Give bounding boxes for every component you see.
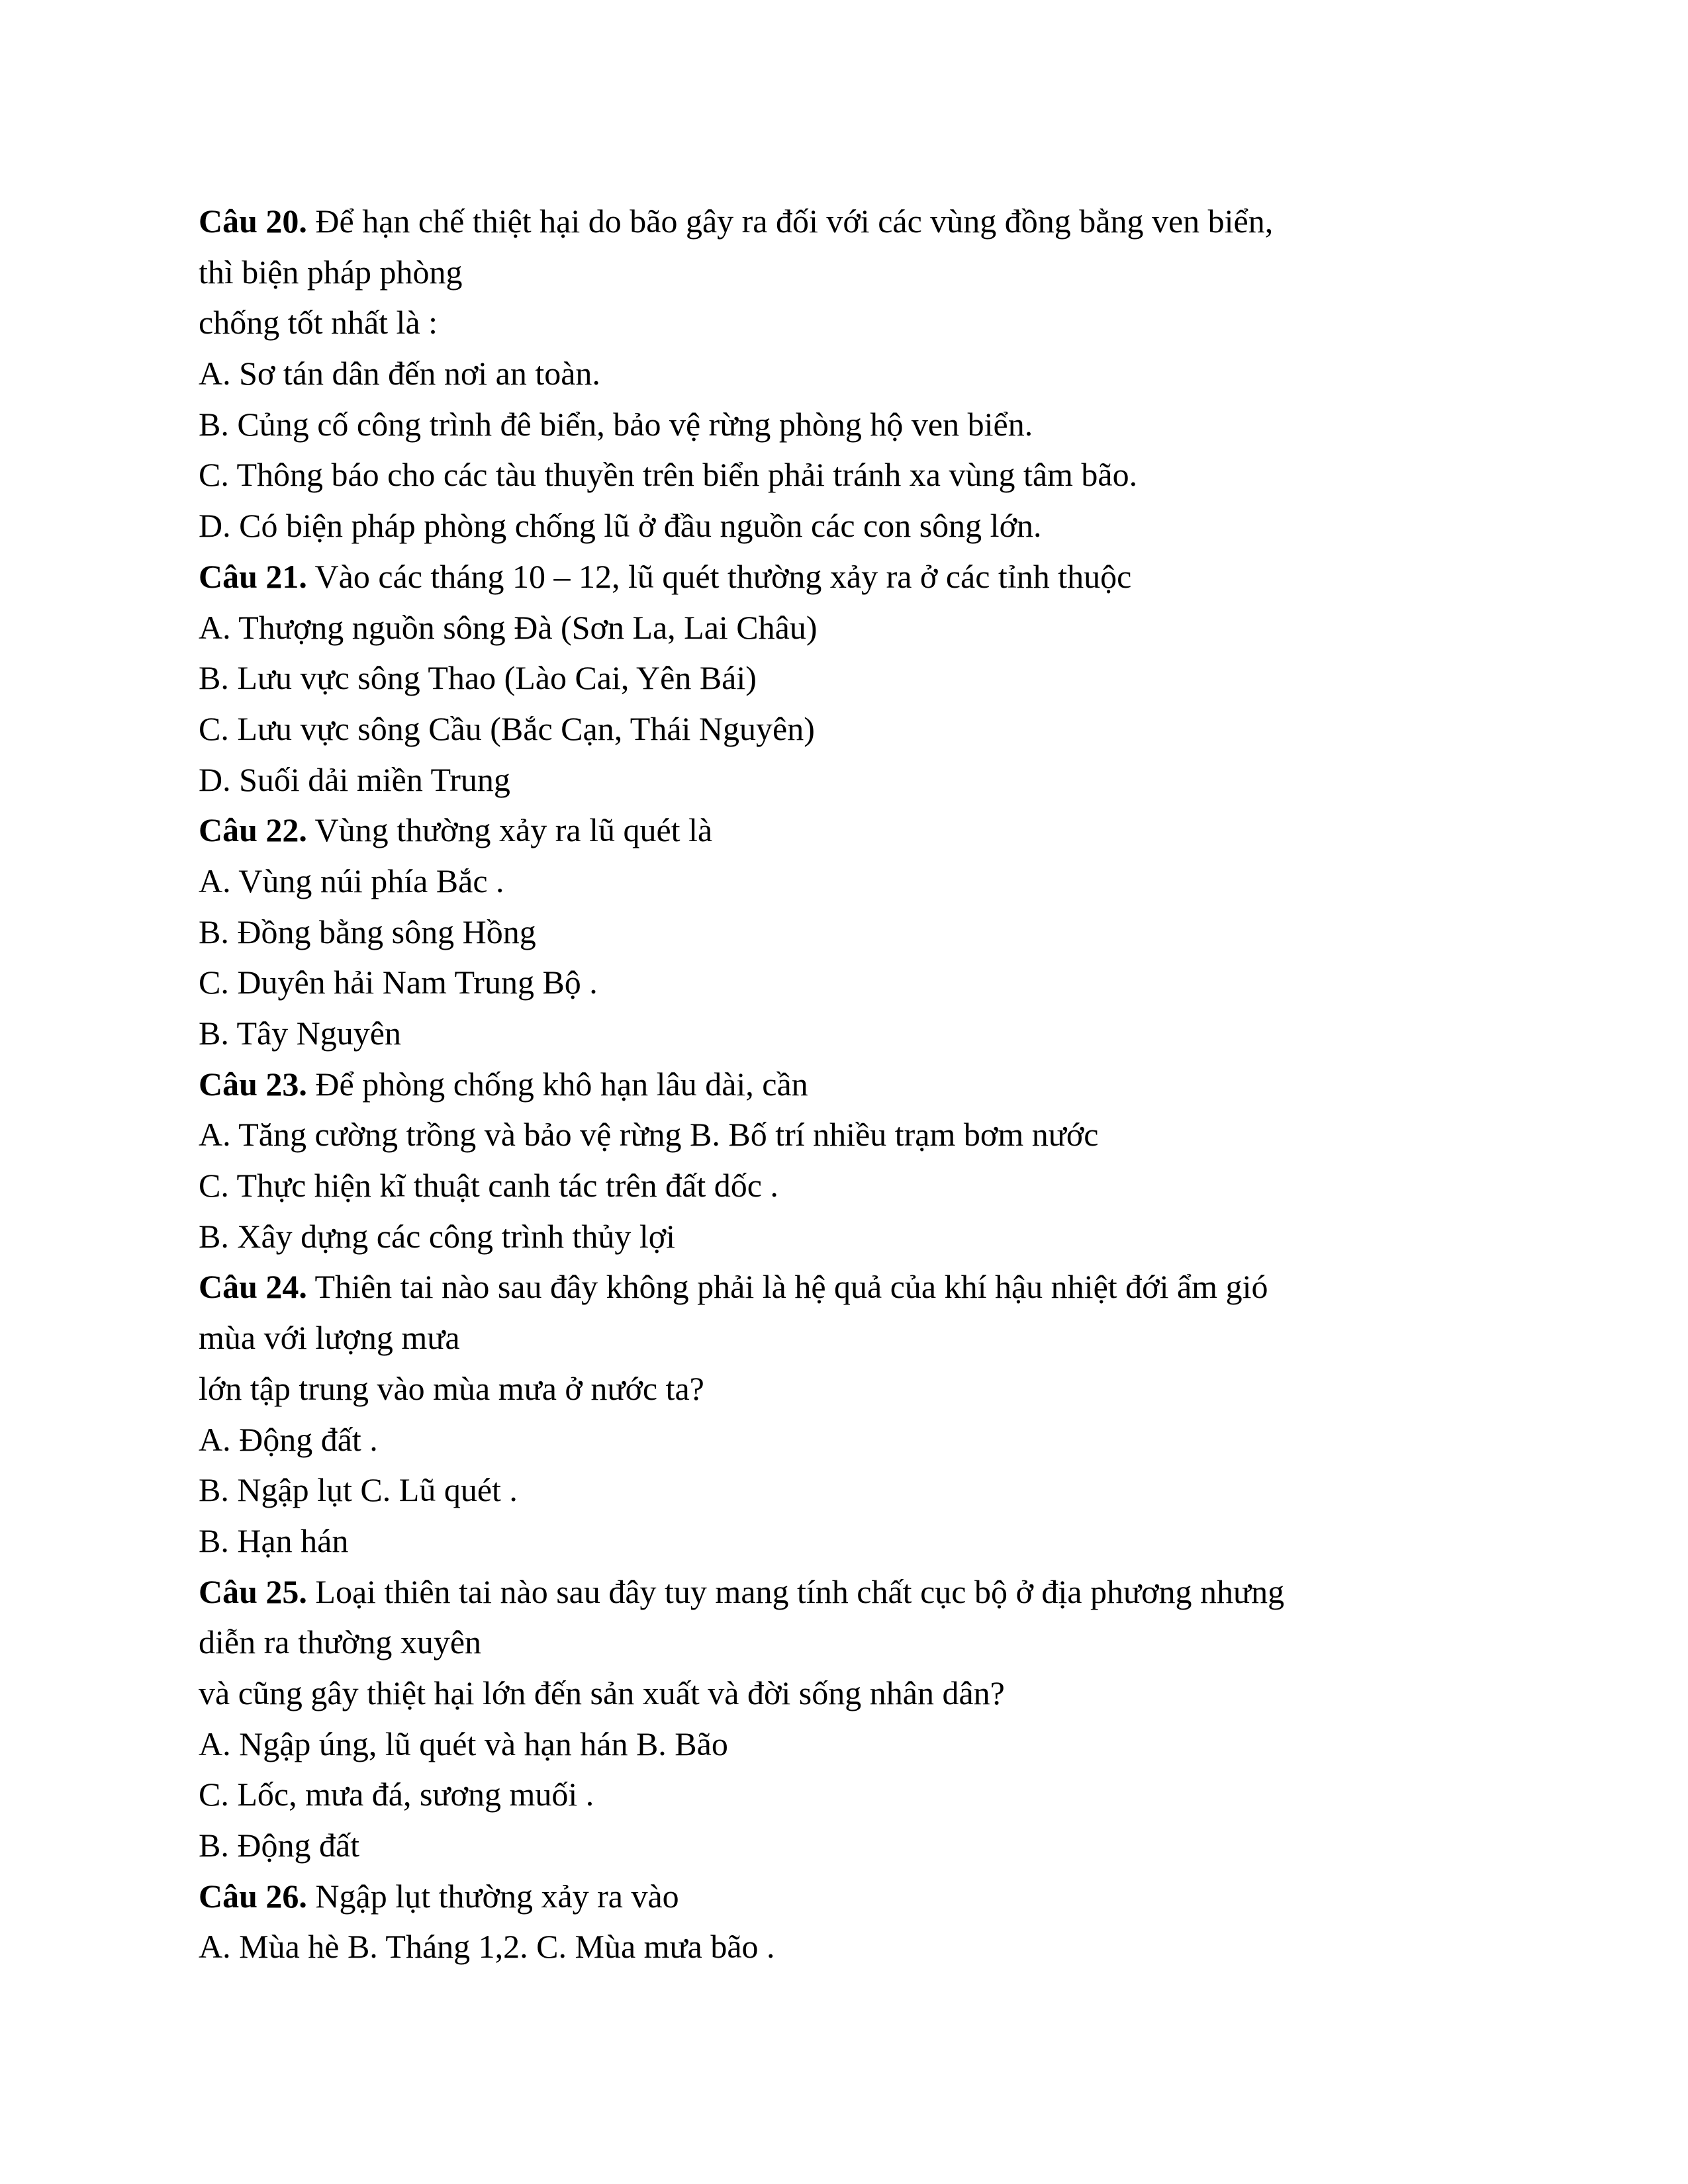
question-number: Câu 23. (199, 1065, 307, 1103)
question-stem-line-first (199, 1567, 1496, 1617)
question-block (199, 551, 1496, 805)
answer-option: B. Lưu vực sông Thao (Lào Cai, Yên Bái) (199, 659, 757, 697)
question-stem-line (199, 1668, 1496, 1719)
question-stem-text: Vùng thường xảy ra lũ quét là (306, 811, 713, 849)
answer-option: B. Tây Nguyên (199, 1015, 401, 1052)
question-stem-line (199, 297, 1496, 348)
question-stem-line-first (199, 805, 1496, 856)
question-block (199, 1871, 1496, 1972)
question-number: Câu 21. (199, 557, 307, 595)
question-stem-line-first (199, 1059, 1496, 1110)
question-stem-line (199, 1312, 1496, 1363)
question-number: Câu 22. (199, 811, 307, 849)
question-stem-text: và cũng gây thiệt hại lớn đến sản xuất và đời sống nhân dân? (199, 1674, 1005, 1711)
question-stem-line (199, 1363, 1496, 1414)
question-stem-text: Vào các tháng 10 – 12, lũ quét thường xảy ra ở các tỉnh thuộc (306, 557, 1132, 595)
answer-option: A. Ngập úng, lũ quét và hạn hán B. Bão (199, 1725, 728, 1762)
answer-option: B. Hạn hán (199, 1522, 349, 1559)
question-stem-line-first (199, 1871, 1496, 1922)
answer-option: C. Thực hiện kĩ thuật canh tác trên đất dốc . (199, 1167, 778, 1205)
answer-option: D. Suối dải miền Trung (199, 760, 510, 798)
question-stem-text: lớn tập trung vào mùa mưa ở nước ta? (199, 1369, 704, 1407)
question-block (199, 1567, 1496, 1871)
question-stem-line (199, 247, 1496, 298)
document-page (199, 196, 1496, 1972)
question-stem-line-first (199, 1261, 1496, 1312)
answer-option: B. Ngập lụt C. Lũ quét . (199, 1471, 518, 1509)
answer-option: C. Duyên hải Nam Trung Bộ . (199, 964, 598, 1001)
answer-option: A. Mùa hè B. Tháng 1,2. C. Mùa mưa bão . (199, 1928, 775, 1966)
question-stem-text: thì biện pháp phòng (199, 253, 463, 291)
question-stem-text: diễn ra thường xuyên (199, 1623, 482, 1661)
question-stem-text: chống tốt nhất là : (199, 304, 438, 341)
question-stem-text: mùa với lượng mưa (199, 1319, 460, 1357)
answer-option: B. Đồng bằng sông Hồng (199, 913, 536, 950)
answer-option: A. Thượng nguồn sông Đà (Sơn La, Lai Châu) (199, 608, 818, 646)
answer-option: C. Lốc, mưa đá, sương muối . (199, 1776, 594, 1813)
question-number: Câu 25. (199, 1572, 307, 1610)
question-stem-text: Để phòng chống khô hạn lâu dài, cần (306, 1065, 808, 1103)
question-stem-text: Thiên tai nào sau đây không phải là hệ quả của khí hậu nhiệt đới ẩm gió (306, 1268, 1268, 1306)
answer-option: C. Lưu vực sông Cầu (Bắc Cạn, Thái Nguyên) (199, 709, 815, 747)
question-stem-text: Ngập lụt thường xảy ra vào (306, 1877, 679, 1915)
answer-option: A. Sơ tán dân đến nơi an toàn. (199, 355, 600, 392)
answer-option: B. Củng cố công trình đê biển, bảo vệ rừng phòng hộ ven biển. (199, 405, 1033, 443)
answer-option: A. Vùng núi phía Bắc . (199, 862, 504, 899)
question-block (199, 805, 1496, 1058)
question-block (199, 1059, 1496, 1262)
question-number: Câu 20. (199, 203, 307, 240)
answer-option: C. Thông báo cho các tàu thuyền trên biển phải tránh xa vùng tâm bão. (199, 456, 1138, 494)
answer-option: A. Động đất . (199, 1420, 378, 1458)
question-stem-text: Loại thiên tai nào sau đây tuy mang tính chất cục bộ ở địa phương nhưng (306, 1572, 1285, 1610)
question-stem-line-first (199, 196, 1496, 247)
question-block (199, 196, 1496, 551)
question-stem-text: Để hạn chế thiệt hại do bão gây ra đối với các vùng đồng bằng ven biển, (306, 203, 1274, 240)
answer-option: A. Tăng cường trồng và bảo vệ rừng B. Bố trí nhiều trạm bơm nước (199, 1116, 1099, 1154)
question-stem-line-first (199, 551, 1496, 602)
answer-option: B. Động đất (199, 1827, 360, 1864)
answer-option: D. Có biện pháp phòng chống lũ ở đầu nguồn các con sông lớn. (199, 507, 1042, 545)
question-number: Câu 26. (199, 1877, 307, 1915)
question-number: Câu 24. (199, 1268, 307, 1306)
answer-option: B. Xây dựng các công trình thủy lợi (199, 1217, 676, 1255)
question-stem-line (199, 1617, 1496, 1668)
question-block (199, 1261, 1496, 1566)
